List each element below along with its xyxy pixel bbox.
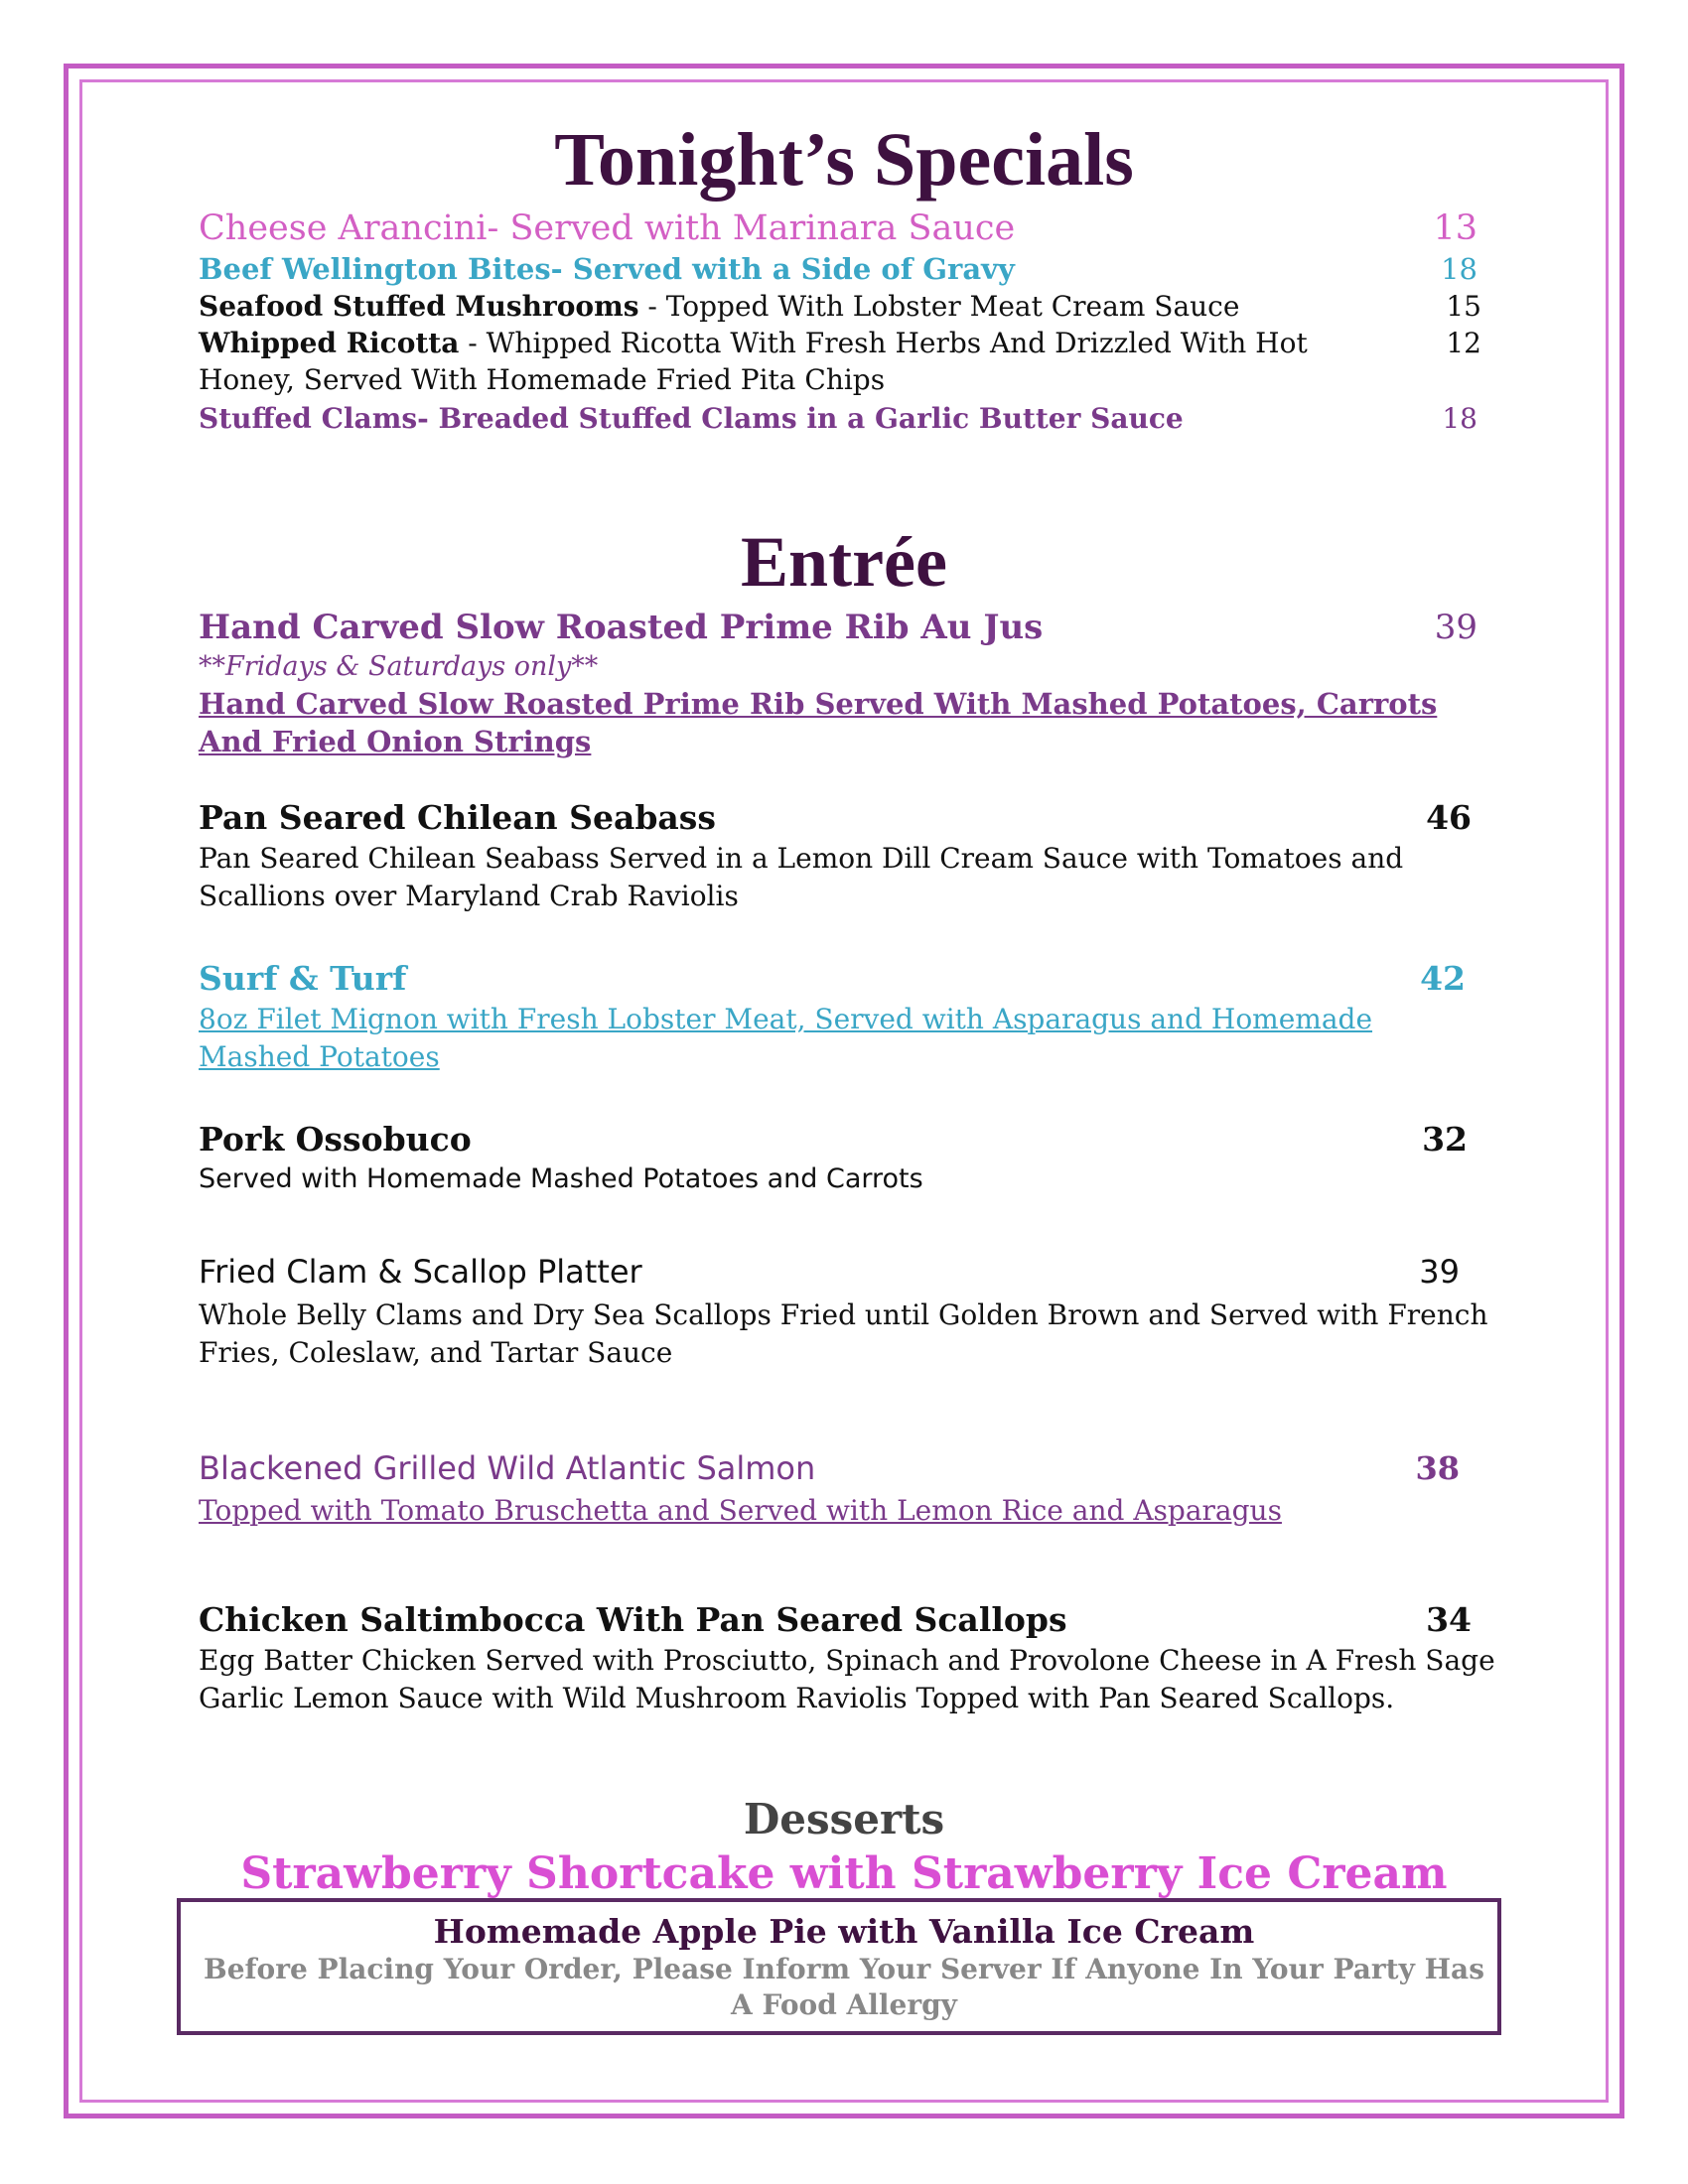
entree-name-4: Pork Ossobuco	[199, 1120, 472, 1159]
entree-heading: Entrée	[741, 522, 947, 602]
entree-desc-5: Whole Belly Clams and Dry Sea Scallops Fried until Golden Brown and Served with French Fries, Coleslaw, and Tartar Sauce	[199, 1298, 1488, 1369]
entree-name-1: Hand Carved Slow Roasted Prime Rib Au Jus	[199, 608, 1044, 647]
special-name-3: Seafood Stuffed Mushrooms	[199, 290, 639, 323]
entree-price-4: 32	[1422, 1120, 1468, 1159]
special-price-5: 18	[1442, 402, 1477, 435]
entree-name-3: Surf & Turf	[199, 959, 407, 998]
special-desc-3: - Topped With Lobster Meat Cream Sauce	[638, 290, 1240, 323]
special-name-4: Whipped Ricotta	[199, 327, 460, 359]
special-desc-4: - Whipped Ricotta With Fresh Herbs And Drizzled With Hot	[459, 327, 1308, 359]
special-item-5: Stuffed Clams- Breaded Stuffed Clams in a Garlic Butter Sauce	[199, 402, 1184, 435]
special-desc-4b: Honey, Served With Homemade Fried Pita Chips	[199, 363, 886, 396]
entree-name-6: Blackened Grilled Wild Atlantic Salmon	[199, 1449, 816, 1487]
entree-desc-4: Served with Homemade Mashed Potatoes and Carrots	[199, 1163, 923, 1194]
entree-name-5: Fried Clam & Scallop Platter	[199, 1253, 642, 1291]
entree-price-1: 39	[1434, 608, 1477, 647]
special-item-1: Cheese Arancini- Served with Marinara Sauce	[199, 208, 1016, 248]
entree-price-3: 42	[1420, 959, 1466, 998]
entree-desc-2: Pan Seared Chilean Seabass Served in a Lemon Dill Cream Sauce with Tomatoes and Scallions over Maryland Crab Raviolis	[199, 842, 1404, 912]
dessert-item-1: Strawberry Shortcake with Strawberry Ice Cream	[240, 1848, 1448, 1899]
desserts-heading: Desserts	[743, 1795, 945, 1843]
special-item-4	[199, 327, 1308, 359]
entree-name-7: Chicken Saltimbocca With Pan Seared Scallops	[199, 1600, 1067, 1639]
entree-desc-6: Topped with Tomato Bruschetta and Served with Lemon Rice and Asparagus	[199, 1494, 1282, 1527]
entree-price-6: 38	[1415, 1449, 1460, 1487]
allergy-notice: Before Placing Your Order, Please Inform Your Server If Anyone In Your Party Has A Food Allergy	[204, 1953, 1484, 2021]
entree-price-5: 39	[1419, 1253, 1460, 1291]
entree-desc-7: Egg Batter Chicken Served with Prosciutto, Spinach and Provolone Cheese in A Fresh Sage Garlic Lemon Sauce with Wild Mushroom Raviolis Topped with Pan Seared Scallops.	[199, 1644, 1495, 1714]
entree-desc-3: 8oz Filet Mignon with Fresh Lobster Meat, Served with Asparagus and Homemade Mashed Potatoes	[199, 1003, 1373, 1073]
entree-desc-1: Hand Carved Slow Roasted Prime Rib Served With Mashed Potatoes, Carrots And Fried Onion Strings	[199, 687, 1438, 758]
special-price-2: 18	[1441, 252, 1477, 286]
special-price-4: 12	[1446, 327, 1481, 359]
entree-price-2: 46	[1426, 798, 1472, 837]
entree-price-7: 34	[1426, 1600, 1472, 1639]
special-price-3: 15	[1446, 290, 1481, 323]
special-item-2: Beef Wellington Bites- Served with a Side of Gravy	[199, 252, 1015, 286]
special-price-1: 13	[1433, 208, 1477, 248]
entree-note-1: **Fridays & Saturdays only**	[199, 651, 599, 682]
dessert-item-2: Homemade Apple Pie with Vanilla Ice Cream	[433, 1912, 1255, 1951]
special-item-3	[199, 290, 1239, 323]
specials-heading: Tonight’s Specials	[554, 118, 1134, 202]
entree-name-2: Pan Seared Chilean Seabass	[199, 798, 716, 837]
